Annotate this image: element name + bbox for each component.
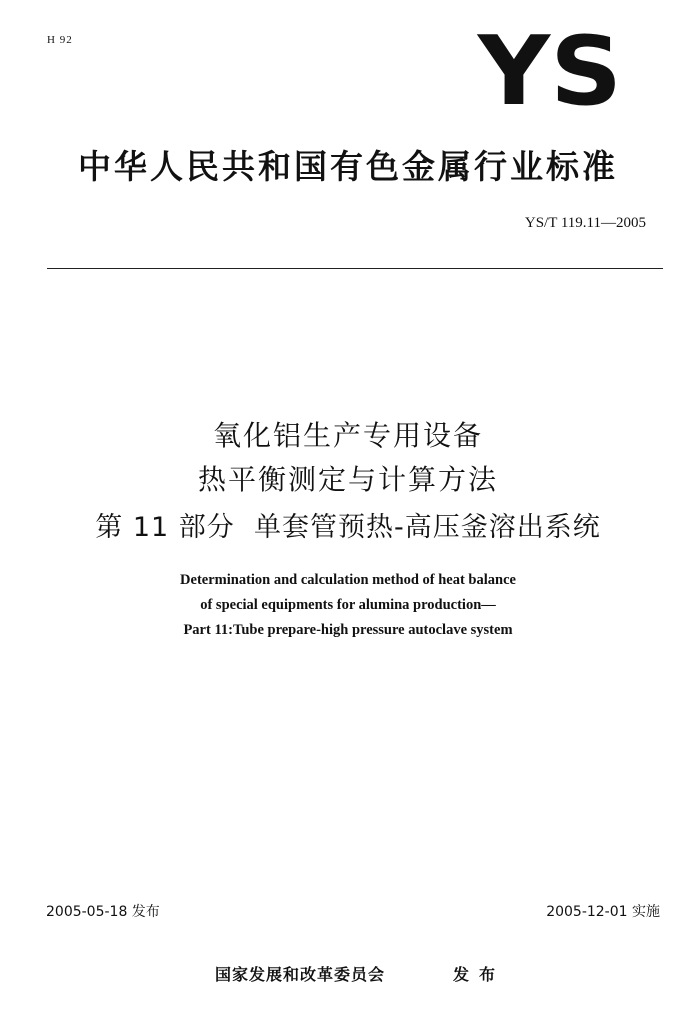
issuer-name: 国家发展和改革委员会 — [215, 965, 386, 984]
title-en-line-2: of special equipments for alumina production— — [200, 597, 496, 613]
implementation-date: 2005-12-01 实施 — [546, 904, 660, 920]
title-en-line-3: Part 11:Tube prepare-high pressure autoclave system — [183, 622, 513, 638]
issue-date: 2005-05-18 发布 — [46, 904, 160, 920]
logo-text: YS — [477, 26, 623, 118]
standard-number: YS/T 119.11—2005 — [524, 215, 646, 231]
ys-logo — [470, 26, 630, 118]
title-cn-line-3: 第 11 部分 单套管预热-高压釜溶出系统 — [95, 512, 601, 543]
title-en-line-1: Determination and calculation method of heat balance — [180, 572, 516, 588]
title-cn-line-1: 氧化铝生产专用设备 — [212, 419, 483, 452]
issuing-body-title: 中华人民共和国有色金属行业标准 — [78, 147, 618, 186]
classification-code: H 92 — [47, 34, 73, 46]
title-cn-line-2: 热平衡测定与计算方法 — [197, 463, 498, 496]
issuer-verb: 发布 — [453, 965, 506, 984]
header-divider — [47, 268, 663, 269]
